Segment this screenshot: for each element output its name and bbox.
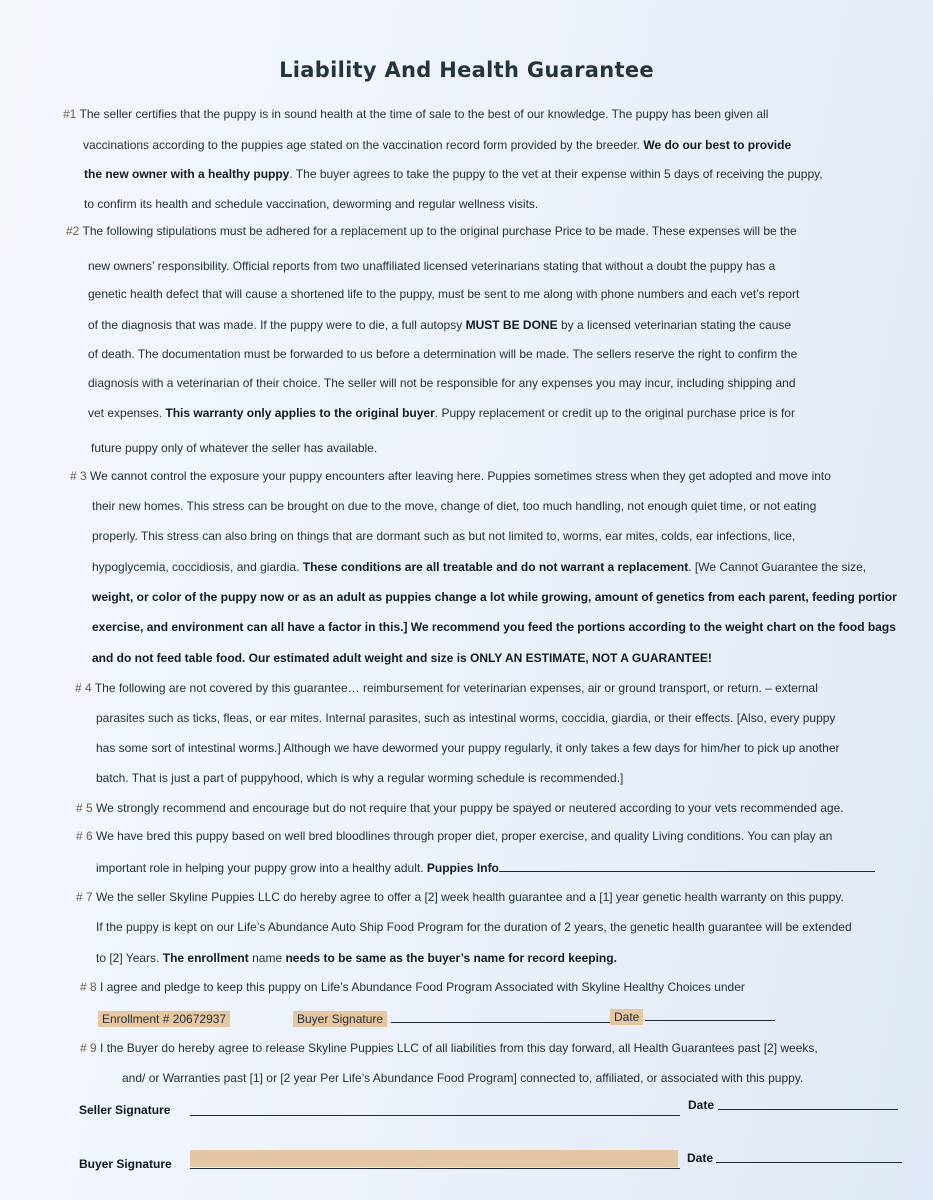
clause-text: hypoglycemia, coccidiosis, and giardia.	[92, 560, 300, 574]
clause-7-line-1	[76, 890, 844, 904]
clause-3-line-5: weight, or color of the puppy now or as an adult as puppies change a lot while growing, amount of genetics from each parent, feeding portior	[92, 590, 897, 604]
clause-7-line-3	[96, 951, 617, 965]
clause-text: to [2] Years.	[96, 951, 160, 965]
clause-6-line-2	[96, 860, 875, 875]
clause-1-line-3	[84, 167, 823, 181]
clause-text: I agree and pledge to keep this puppy on Life’s Abundance Food Program Associated with Skyline Healthy Choices under	[100, 980, 745, 994]
clause-3-line-7: and do not feed table food. Our estimated adult weight and size is ONLY AN ESTIMATE, NOT A GUARANTEE!	[92, 651, 712, 665]
clause-text: of the diagnosis that was made. If the puppy were to die, a full autopsy	[88, 318, 463, 332]
clause-4-line-4: batch. That is just a part of puppyhood, which is why a regular worming schedule is recommended.]	[96, 771, 624, 785]
document-title: Liability And Health Guarantee	[279, 58, 654, 82]
clause-text: The seller certifies that the puppy is in sound health at the time of sale to the best of our knowledge. The puppy has been given all	[79, 107, 769, 121]
clause-text: . Puppy replacement or credit up to the original purchase price is for	[434, 406, 795, 420]
clause-emphasis: We do our best to provide	[643, 138, 792, 152]
clause-3-line-4	[92, 560, 866, 574]
buyer-date-field[interactable]	[716, 1161, 902, 1163]
clause-7-line-2: If the puppy is kept on our Life’s Abundance Auto Ship Food Program for the duration of 2 years, the genetic health guarantee will be extended	[96, 920, 852, 934]
clause-3-line-2: their new homes. This stress can be brought on due to the move, change of diet, too much handling, not enough quiet time, or not eating	[92, 499, 817, 513]
final-buyer-signature-label: Buyer Signature	[79, 1157, 172, 1171]
clause-emphasis: the new owner with a healthy puppy	[84, 167, 290, 181]
seller-date-label: Date	[688, 1098, 715, 1112]
clause-text: We strongly recommend and encourage but do not require that your puppy be spayed or neutered according to your vets recommended age.	[96, 801, 844, 815]
clause-9-line-1	[80, 1041, 818, 1055]
buyer-date-label: Date	[687, 1151, 714, 1165]
clause-text: . [We Cannot Guarantee the size,	[688, 560, 867, 574]
clause-number: #1	[63, 107, 77, 121]
clause-text: by a licensed veterinarian stating the cause	[560, 318, 792, 332]
clause-text: We cannot control the exposure your puppy encounters after leaving here. Puppies sometimes stress when they get adopted and move into	[90, 469, 831, 483]
clause-1-line-2	[83, 138, 791, 152]
clause-5-line-1	[76, 801, 844, 815]
clause-text: We have bred this puppy based on well bred bloodlines through proper diet, proper exercise, and quality Living conditions. You can play an	[96, 829, 833, 843]
clause-number: #2	[66, 224, 80, 238]
clause-2-line-1	[66, 224, 797, 238]
clause-2-line-2: new owners’ responsibility. Official reports from two unaffiliated licensed veterinarians stating that without a doubt the puppy has a	[88, 259, 776, 273]
clause-2-line-8: future puppy only of whatever the seller has available.	[91, 441, 378, 455]
clause-4-line-3: has some sort of intestinal worms.] Although we have dewormed your puppy regularly, it only takes a few days for him/her to pick up another	[96, 741, 840, 755]
clause-4-line-1	[75, 681, 818, 695]
seller-date-field[interactable]	[718, 1108, 898, 1110]
clause-text: important role in helping your puppy grow into a healthy adult.	[96, 861, 424, 875]
clause-emphasis: needs to be same as the buyer’s name for record keeping.	[285, 951, 617, 965]
clause-1-line-1	[63, 107, 768, 121]
clause-text: The following are not covered by this guarantee… reimbursement for veterinarian expenses, air or ground transport, or return. – external	[94, 681, 818, 695]
final-buyer-signature-field[interactable]	[190, 1167, 680, 1169]
clause-2-line-4	[88, 318, 791, 332]
clause-emphasis: These conditions are all treatable and do not warrant a replacement	[302, 560, 689, 574]
date-field[interactable]	[645, 1009, 775, 1021]
buyer-signature-label: Buyer Signature	[293, 1011, 387, 1027]
buyer-signature-highlight	[190, 1150, 678, 1167]
clause-text: We the seller Skyline Puppies LLC do hereby agree to offer a [2] week health guarantee and a [1] year genetic health warranty on this puppy.	[96, 890, 844, 904]
clause-number: # 7	[76, 890, 93, 904]
clause-3-line-1	[70, 469, 831, 483]
puppies-info-label: Puppies Info	[426, 861, 499, 875]
clause-1-line-4: to confirm its health and schedule vaccination, deworming and regular wellness visits.	[84, 197, 539, 211]
enrollment-row	[98, 1012, 230, 1026]
clause-number: # 5	[76, 801, 93, 815]
clause-6-line-1	[76, 829, 832, 843]
clause-emphasis: This warranty only applies to the original buyer	[165, 406, 435, 420]
buyer-signature-field[interactable]	[391, 1011, 613, 1023]
clause-text: . The buyer agrees to take the puppy to the vet at their expense within 5 days of receiving the puppy,	[289, 167, 823, 181]
clause-number: # 8	[80, 980, 97, 994]
clause-text: name	[252, 951, 283, 965]
clause-2-line-7	[88, 406, 795, 420]
clause-emphasis: MUST BE DONE	[465, 318, 558, 332]
clause-4-line-2: parasites such as ticks, fleas, or ear mites. Internal parasites, such as intestinal worms, coccidia, giardia, or their effects. [Also, every puppy	[96, 711, 836, 725]
clause-2-line-6: diagnosis with a veterinarian of their choice. The seller will not be responsible for any expenses you may incur, including shipping and	[88, 376, 796, 390]
buyer-signature-row	[293, 1011, 613, 1026]
puppies-info-field[interactable]	[499, 860, 875, 872]
clause-text: I the Buyer do hereby agree to release Skyline Puppies LLC of all liabilities from this day forward, all Health Guarantees past [2] weeks,	[100, 1041, 818, 1055]
clause-text: vet expenses.	[88, 406, 163, 420]
clause-3-line-6: exercise, and environment can all have a factor in this.] We recommend you feed the portions according to the weight chart on the food bags	[92, 620, 896, 634]
clause-3-line-3: properly. This stress can also bring on things that are dormant such as but not limited to, worms, ear mites, colds, ear infections, lice,	[92, 529, 796, 543]
clause-number: # 3	[70, 469, 87, 483]
date-row	[610, 1009, 775, 1024]
clause-text: The following stipulations must be adhered for a replacement up to the original purchase Price to be made. These expenses will be the	[82, 224, 797, 238]
clause-2-line-5: of death. The documentation must be forwarded to us before a determination will be made. The sellers reserve the right to confirm the	[88, 347, 798, 361]
enrollment-number: Enrollment # 20672937	[98, 1011, 230, 1027]
date-label: Date	[610, 1009, 643, 1025]
clause-2-line-3: genetic health defect that will cause a shortened life to the puppy, must be sent to me along with phone numbers and each vet’s report	[88, 287, 800, 301]
clause-text: vaccinations according to the puppies age stated on the vaccination record form provided by the breeder.	[83, 138, 641, 152]
clause-8-line-1	[80, 980, 745, 994]
clause-emphasis: The enrollment	[162, 951, 249, 965]
clause-number: # 9	[80, 1041, 97, 1055]
seller-signature-label: Seller Signature	[79, 1103, 171, 1117]
clause-number: # 6	[76, 829, 93, 843]
clause-number: # 4	[75, 681, 92, 695]
seller-signature-field[interactable]	[190, 1114, 680, 1116]
clause-9-line-2: and/ or Warranties past [1] or [2 year Per Life’s Abundance Food Program] connected to, affiliated, or associated with this puppy.	[122, 1071, 804, 1085]
